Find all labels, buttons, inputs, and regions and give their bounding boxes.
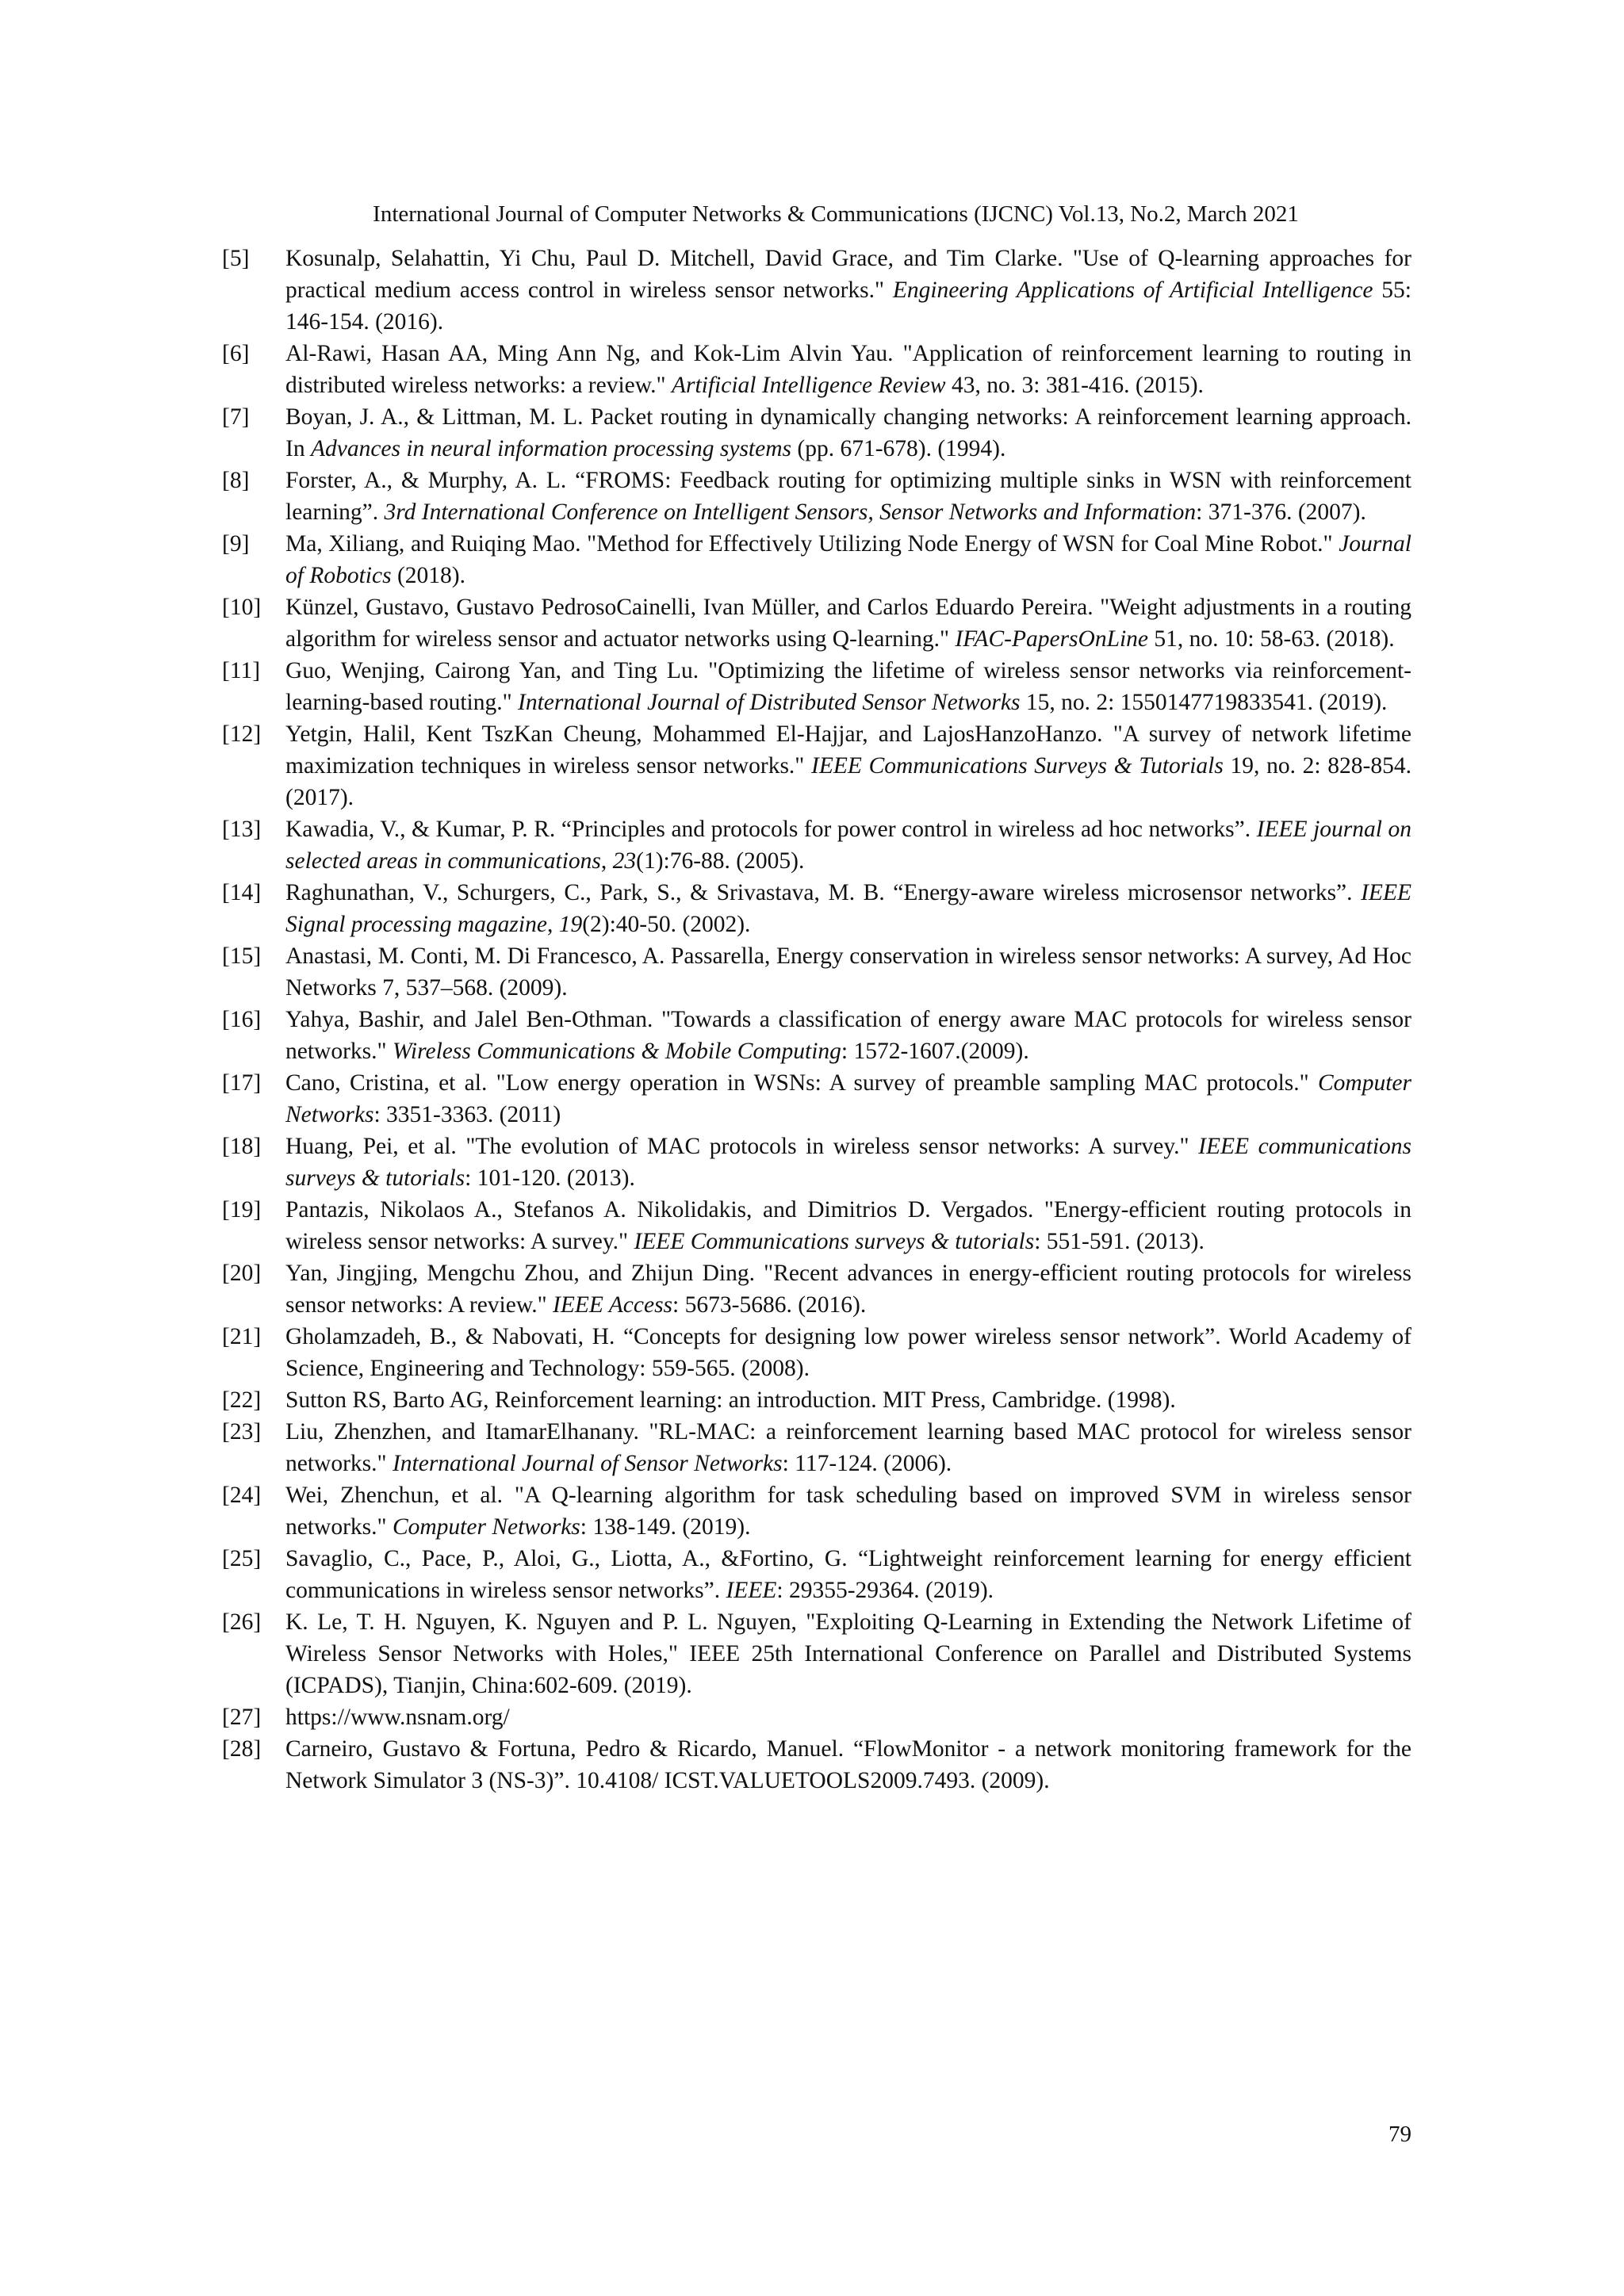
reference-text-segment: Boyan, J. A., & Littman, M. L. Packet routing in dynamically changing networks: A reinforcement learning approach. In — [285, 404, 1411, 461]
reference-number: [22] — [222, 1387, 262, 1413]
reference-text — [285, 591, 1411, 655]
reference-text-segment: (2):40-50. (2002). — [582, 912, 751, 937]
reference-text-segment: Guo, Wenjing, Cairong Yan, and Ting Lu. "Optimizing the lifetime of wireless sensor networks via reinforcement-learning-based routing." — [285, 658, 1411, 715]
reference-number: [14] — [222, 880, 262, 905]
reference-text — [285, 338, 1411, 401]
reference-text-segment: Al-Rawi, Hasan AA, Ming Ann Ng, and Kok-Lim Alvin Yau. "Application of reinforcement learning to routing in distributed wireless networks: a review." — [285, 341, 1411, 398]
reference-text-segment: Raghunathan, V., Schurgers, C., Park, S., & Srivastava, M. B. “Energy-aware wireless microsensor networks”. — [285, 880, 1362, 905]
reference-text-segment: : 371-376. (2007). — [1196, 499, 1366, 525]
reference-number: [16] — [222, 1007, 262, 1032]
reference-text — [285, 1701, 1411, 1733]
reference-number: [15] — [222, 943, 262, 969]
reference-text-segment: Kosunalp, Selahattin, Yi Chu, Paul D. Mitchell, David Grace, and Tim Clarke. "Use of Q-learning approaches for practical medium access control in wireless sensor networks." — [285, 246, 1411, 303]
reference-text-segment: Yahya, Bashir, and Jalel Ben-Othman. "Towards a classification of energy aware MAC protocols for wireless sensor networks." — [285, 1007, 1411, 1064]
reference-number: [20] — [222, 1261, 262, 1286]
reference-text-segment: : 1572-1607.(2009). — [841, 1039, 1029, 1064]
reference-text — [285, 1321, 1411, 1384]
reference-venue-italic: IEEE journal on selected areas in communications — [285, 817, 1411, 874]
reference-text — [285, 401, 1411, 465]
reference-item — [222, 338, 1411, 401]
reference-text-segment: Cano, Cristina, et al. "Low energy operation in WSNs: A survey of preamble sampling MAC protocols." — [285, 1070, 1318, 1096]
reference-text-segment: : 117-124. (2006). — [782, 1451, 952, 1476]
reference-item — [222, 1733, 1411, 1797]
reference-text-segment: 15, no. 2: 1550147719833541. (2019). — [1020, 690, 1388, 715]
reference-text-segment: 43, no. 3: 381-416. (2015). — [945, 373, 1204, 398]
reference-number: [5] — [222, 246, 250, 271]
reference-venue-italic: IEEE Communications surveys & tutorials — [634, 1229, 1035, 1254]
reference-text-segment: https://www.nsnam.org/ — [285, 1705, 510, 1730]
reference-item — [222, 940, 1411, 1004]
reference-number: [9] — [222, 531, 250, 557]
reference-text — [285, 940, 1411, 1004]
reference-text-segment: (1):76-88. (2005). — [636, 848, 805, 874]
reference-text-segment: Huang, Pei, et al. "The evolution of MAC protocols in wireless sensor networks: A survey." — [285, 1134, 1199, 1159]
reference-number: [19] — [222, 1197, 262, 1223]
reference-venue-italic: International Journal of Distributed Sensor Networks — [518, 690, 1021, 715]
reference-item — [222, 243, 1411, 338]
reference-text — [285, 1543, 1411, 1606]
reference-item — [222, 401, 1411, 465]
reference-text — [285, 1194, 1411, 1257]
reference-text — [285, 877, 1411, 940]
reference-text-segment: 19, no. 2: 828-854. (2017). — [285, 753, 1412, 810]
reference-item — [222, 1416, 1411, 1479]
reference-venue-italic: IEEE communications surveys & tutorials — [285, 1134, 1411, 1191]
reference-item — [222, 1606, 1411, 1701]
reference-number: [7] — [222, 404, 250, 430]
reference-text-segment: Yan, Jingjing, Mengchu Zhou, and Zhijun Ding. "Recent advances in energy-efficient routing protocols for wireless sensor networks: A review." — [285, 1261, 1411, 1318]
reference-number: [6] — [222, 341, 250, 366]
reference-text — [285, 528, 1411, 591]
reference-text-segment: Yetgin, Halil, Kent TszKan Cheung, Mohammed El-Hajjar, and LajosHanzoHanzo. "A survey of network lifetime maximization techniques in wireless sensor networks." — [285, 721, 1411, 779]
reference-item — [222, 465, 1411, 528]
reference-number: [17] — [222, 1070, 262, 1096]
reference-text-segment: : 3351-3363. (2011) — [373, 1102, 561, 1127]
reference-text-segment: : 29355-29364. (2019). — [776, 1578, 994, 1603]
reference-text — [285, 1257, 1411, 1321]
reference-number: [12] — [222, 721, 262, 747]
reference-venue-italic: IEEE Signal processing magazine — [285, 880, 1411, 937]
reference-text-segment: Künzel, Gustavo, Gustavo PedrosoCainelli, Ivan Müller, and Carlos Eduardo Pereira. "Weight adjustments in a routing algorithm for wireless sensor and actuator networks using Q-learning." — [285, 595, 1411, 652]
reference-text-segment: (2018). — [391, 563, 465, 588]
reference-venue-italic: 23 — [612, 848, 637, 874]
reference-text — [285, 813, 1411, 877]
reference-text-segment: Liu, Zhenzhen, and ItamarElhanany. "RL-MAC: a reinforcement learning based MAC protocol for wireless sensor networks." — [285, 1419, 1411, 1476]
reference-text — [285, 1131, 1411, 1194]
reference-text — [285, 1416, 1411, 1479]
reference-venue-italic: Advances in neural information processing systems — [310, 436, 791, 461]
reference-text-segment: : 5673-5686. (2016). — [672, 1292, 867, 1318]
reference-number: [23] — [222, 1419, 262, 1445]
reference-number: [13] — [222, 817, 262, 842]
reference-number: [8] — [222, 468, 250, 493]
reference-text — [285, 718, 1411, 813]
reference-text-segment: Kawadia, V., & Kumar, P. R. “Principles and protocols for power control in wireless ad hoc networks”. — [285, 817, 1257, 842]
reference-item — [222, 1067, 1411, 1131]
reference-text-segment: , — [600, 848, 613, 874]
reference-venue-italic: 19 — [558, 912, 583, 937]
reference-text-segment: : 101-120. (2013). — [465, 1165, 635, 1191]
reference-number: [28] — [222, 1736, 262, 1762]
reference-item — [222, 655, 1411, 718]
reference-text-segment: (pp. 671-678). (1994). — [791, 436, 1006, 461]
reference-text-segment: K. Le, T. H. Nguyen, K. Nguyen and P. L. Nguyen, "Exploiting Q-Learning in Extending the Network Lifetime of Wireless Sensor Networks with Holes," IEEE 25th International Conference on Parallel and Distributed Systems (ICPADS), Tianjin, China:602-609. (2019). — [285, 1609, 1411, 1698]
reference-text — [285, 1067, 1411, 1131]
reference-number: [27] — [222, 1705, 262, 1730]
reference-venue-italic: IEEE — [726, 1578, 777, 1603]
reference-number: [26] — [222, 1609, 262, 1635]
reference-list — [222, 243, 1411, 1797]
reference-venue-italic: Computer Networks — [285, 1070, 1411, 1127]
reference-text — [285, 1479, 1411, 1543]
reference-venue-italic: Engineering Applications of Artificial Intelligence — [892, 277, 1373, 303]
page-number: 79 — [1388, 2122, 1411, 2147]
reference-venue-italic: Computer Networks — [392, 1514, 580, 1540]
reference-item — [222, 1194, 1411, 1257]
reference-item — [222, 877, 1411, 940]
reference-item — [222, 1479, 1411, 1543]
reference-text — [285, 465, 1411, 528]
reference-text — [285, 1606, 1411, 1701]
reference-text — [285, 1733, 1411, 1797]
reference-venue-italic: IEEE Communications Surveys & Tutorials — [811, 753, 1224, 779]
reference-number: [10] — [222, 595, 262, 620]
reference-text-segment: Ma, Xiliang, and Ruiqing Mao. "Method for Effectively Utilizing Node Energy of WSN for Coal Mine Robot." — [285, 531, 1339, 557]
reference-venue-italic: IEEE Access — [553, 1292, 673, 1318]
reference-item — [222, 1543, 1411, 1606]
reference-text — [285, 1004, 1411, 1067]
reference-venue-italic: Journal of Robotics — [285, 531, 1411, 588]
reference-item — [222, 813, 1411, 877]
reference-number: [25] — [222, 1546, 262, 1571]
reference-item — [222, 1384, 1411, 1416]
running-header: International Journal of Computer Networks & Communications (IJCNC) Vol.13, No.2, March 2021 — [373, 201, 1299, 227]
reference-text — [285, 1384, 1411, 1416]
reference-text-segment: : 138-149. (2019). — [580, 1514, 751, 1540]
reference-venue-italic: Wireless Communications & Mobile Computing — [392, 1039, 841, 1064]
reference-item — [222, 1131, 1411, 1194]
reference-text-segment: Savaglio, C., Pace, P., Aloi, G., Liotta, A., &Fortino, G. “Lightweight reinforcement learning for energy efficient communications in wireless sensor networks”. — [285, 1546, 1411, 1603]
reference-number: [24] — [222, 1483, 262, 1508]
reference-number: [21] — [222, 1324, 262, 1349]
reference-text-segment: , — [546, 912, 559, 937]
reference-item — [222, 591, 1411, 655]
reference-text-segment: 55: 146-154. (2016). — [285, 277, 1411, 335]
reference-number: [18] — [222, 1134, 262, 1159]
reference-item — [222, 528, 1411, 591]
reference-item — [222, 1004, 1411, 1067]
reference-text-segment: Pantazis, Nikolaos A., Stefanos A. Nikolidakis, and Dimitrios D. Vergados. "Energy-efficient routing protocols in wireless sensor networks: A survey." — [285, 1197, 1411, 1254]
reference-text — [285, 655, 1411, 718]
reference-text-segment: Forster, A., & Murphy, A. L. “FROMS: Feedback routing for optimizing multiple sinks in WSN with reinforcement learning”. — [285, 468, 1411, 525]
reference-venue-italic: 3rd International Conference on Intelligent Sensors, Sensor Networks and Information — [384, 499, 1197, 525]
reference-text-segment: Carneiro, Gustavo & Fortuna, Pedro & Ricardo, Manuel. “FlowMonitor - a network monitoring framework for the Network Simulator 3 (NS-3)”. 10.4108/ ICST.VALUETOOLS2009.7493. (2009). — [285, 1736, 1411, 1793]
reference-text-segment: Sutton RS, Barto AG, Reinforcement learning: an introduction. MIT Press, Cambridge. (1998). — [285, 1387, 1176, 1413]
reference-text-segment: Gholamzadeh, B., & Nabovati, H. “Concepts for designing low power wireless sensor network”. World Academy of Science, Engineering and Technology: 559-565. (2008). — [285, 1324, 1411, 1381]
reference-item — [222, 1321, 1411, 1384]
reference-text — [285, 243, 1411, 338]
reference-text-segment: 51, no. 10: 58-63. (2018). — [1148, 626, 1395, 652]
reference-item — [222, 1257, 1411, 1321]
reference-text-segment: : 551-591. (2013). — [1034, 1229, 1205, 1254]
reference-text-segment: Anastasi, M. Conti, M. Di Francesco, A. Passarella, Energy conservation in wireless sensor networks: A survey, Ad Hoc Networks 7, 537–568. (2009). — [285, 943, 1411, 1001]
reference-text-segment: Wei, Zhenchun, et al. "A Q-learning algorithm for task scheduling based on improved SVM in wireless sensor networks." — [285, 1483, 1411, 1540]
reference-number: [11] — [222, 658, 261, 683]
reference-venue-italic: International Journal of Sensor Networks — [392, 1451, 783, 1476]
reference-item — [222, 1701, 1411, 1733]
reference-item — [222, 718, 1411, 813]
reference-venue-italic: IFAC-PapersOnLine — [955, 626, 1149, 652]
reference-venue-italic: Artificial Intelligence Review — [671, 373, 946, 398]
